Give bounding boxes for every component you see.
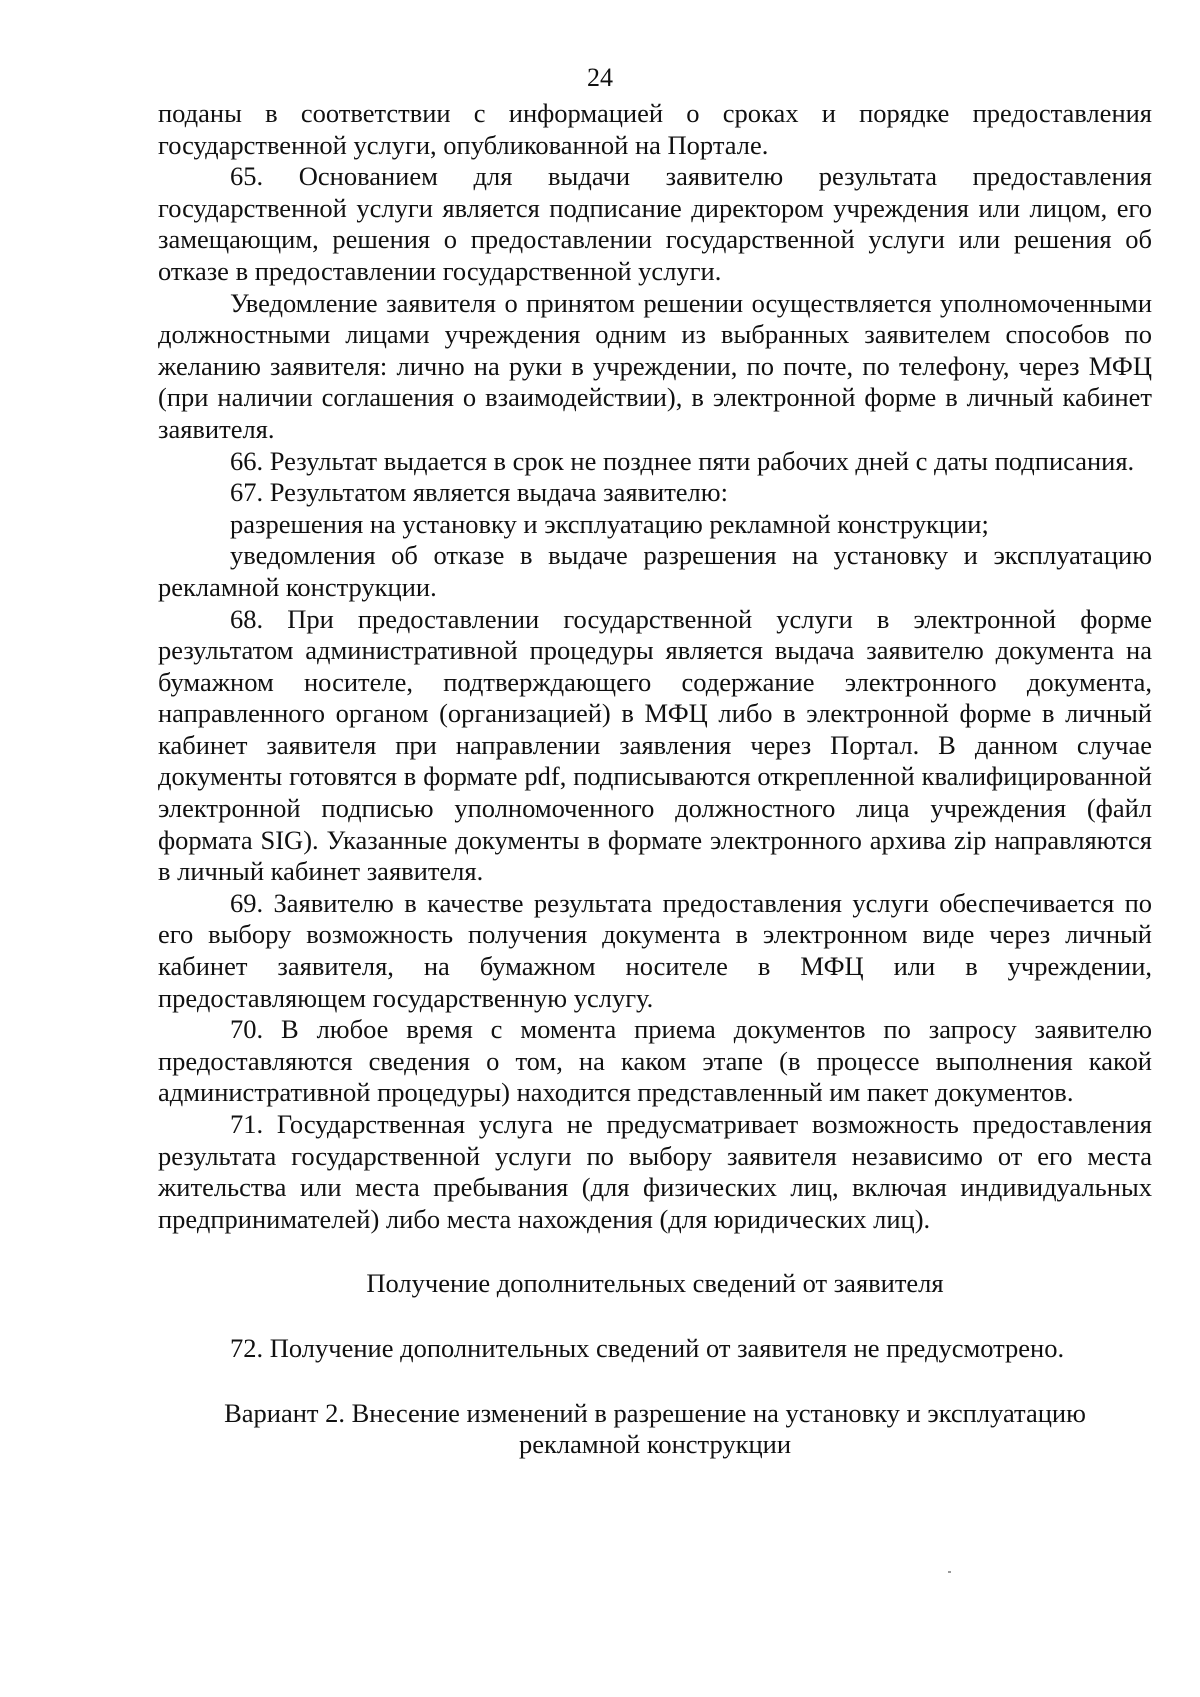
paragraph-continuation: поданы в соответствии с информацией о сроках и порядке предоставления государственной услуги, опубликованной на Портале. (158, 98, 1152, 160)
section-heading-additional-info: Получение дополнительных сведений от заявителя (366, 1268, 944, 1299)
paragraph-67-item-1: разрешения на установку и эксплуатацию рекламной конструкции; (230, 508, 989, 539)
paragraph-70: 70. В любое время с момента приема документов по запросу заявителю предоставляются сведения о том, на каком этапе (в процессе выполнения какой административной процедуры) находится представленный им пакет документов. (158, 1014, 1152, 1108)
page-number: 24 (587, 63, 613, 92)
paragraph-67: 67. Результатом является выдача заявителю: (230, 477, 728, 508)
paragraph-72: 72. Получение дополнительных сведений от заявителя не предусмотрено. (230, 1332, 1065, 1363)
paragraph-67-item-2: уведомления об отказе в выдаче разрешения на установку и эксплуатацию рекламной конструкции. (158, 540, 1152, 602)
paragraph-65: 65. Основанием для выдачи заявителю результата предоставления государственной услуги является подписание директором учреждения или лицом, его замещающим, решения о предоставлении государственной услуги или решения об отказе в предоставлении государственной услуги. (158, 161, 1152, 286)
scan-artifact-dot (948, 1571, 951, 1573)
paragraph-66: 66. Результат выдается в срок не позднее пяти рабочих дней с даты подписания. (230, 445, 1135, 476)
document-body (158, 98, 1152, 1461)
section-heading-variant-2: Вариант 2. Внесение изменений в разрешение на установку и эксплуатацию рекламной конструкции (224, 1397, 1086, 1460)
paragraph-71: 71. Государственная услуга не предусматривает возможность предоставления результата государственной услуги по выбору заявителя независимо от его места жительства или места пребывания (для физических лиц, включая индивидуальных предпринимателей) либо места нахождения (для юридических лиц). (158, 1109, 1152, 1234)
paragraph-68: 68. При предоставлении государственной услуги в электронной форме результатом административной процедуры является выдача заявителю документа на бумажном носителе, подтверждающего содержание электронного документа, направленного органом (организацией) в МФЦ либо в электронной форме в личный кабинет заявителя при направлении заявления через Портал. В данном случае документы готовятся в формате pdf, подписываются открепленной квалифицированной электронной подписью уполномоченного должностного лица учреждения (файл формата SIG). Указанные документы в формате электронного архива zip направляются в личный кабинет заявителя. (158, 603, 1152, 887)
paragraph-69: 69. Заявителю в качестве результата предоставления услуги обеспечивается по его выбору возможность получения документа в электронном виде через личный кабинет заявителя, на бумажном носителе в МФЦ или в учреждении, предоставляющем государственную услугу. (158, 887, 1152, 1013)
paragraph-notification: Уведомление заявителя о принятом решении осуществляется уполномоченными должностными лицами учреждения одним из выбранных заявителем способов по желанию заявителя: лично на руки в учреждении, по почте, по телефону, через МФЦ (при наличии соглашения о взаимодействии), в электронной форме в личный кабинет заявителя. (158, 287, 1152, 444)
